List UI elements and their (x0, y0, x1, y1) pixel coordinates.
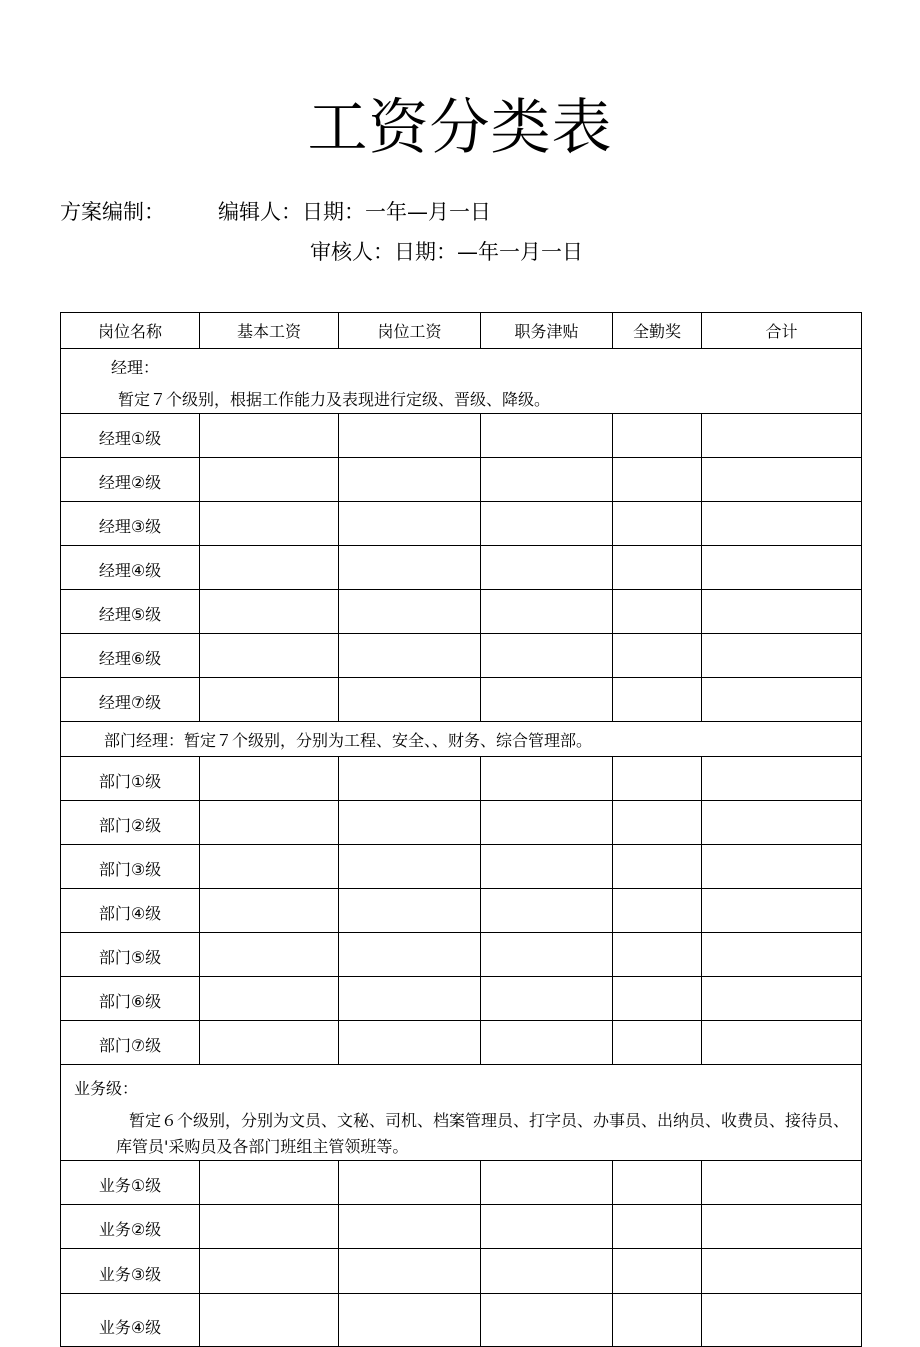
position-salary-cell[interactable] (339, 590, 481, 634)
attendance-bonus-cell[interactable] (613, 1021, 702, 1065)
base-salary-cell[interactable] (200, 757, 339, 801)
attendance-bonus-cell[interactable] (613, 933, 702, 977)
total-cell[interactable] (702, 502, 862, 546)
meta-line-1 (60, 196, 491, 228)
grade-label: 经理⑥级 (61, 634, 200, 678)
duty-allowance-cell[interactable] (481, 1249, 613, 1294)
plan-author-label: 方案编制： (60, 200, 165, 224)
position-salary-cell[interactable] (339, 845, 481, 889)
total-cell[interactable] (702, 1294, 862, 1347)
section-description: 暂定７个级别，根据工作能力及表现进行定级、晋级、降级。 (118, 390, 551, 409)
base-salary-cell[interactable] (200, 845, 339, 889)
base-salary-cell[interactable] (200, 977, 339, 1021)
header-position-salary: 岗位工资 (339, 313, 481, 349)
table-row (61, 458, 862, 502)
base-salary-cell[interactable] (200, 1021, 339, 1065)
table-row (61, 1205, 862, 1249)
position-salary-cell[interactable] (339, 458, 481, 502)
attendance-bonus-cell[interactable] (613, 502, 702, 546)
grade-label: 部门②级 (61, 801, 200, 845)
duty-allowance-cell[interactable] (481, 1205, 613, 1249)
grade-label: 业务③级 (61, 1249, 200, 1294)
position-salary-cell[interactable] (339, 1294, 481, 1347)
attendance-bonus-cell[interactable] (613, 845, 702, 889)
base-salary-cell[interactable] (200, 678, 339, 722)
header-total: 合计 (702, 313, 862, 349)
attendance-bonus-cell[interactable] (613, 414, 702, 458)
attendance-bonus-cell[interactable] (613, 977, 702, 1021)
grade-label: 经理④级 (61, 546, 200, 590)
total-cell[interactable] (702, 590, 862, 634)
total-cell[interactable] (702, 845, 862, 889)
section-heading: 业务级： (74, 1078, 139, 1098)
duty-allowance-cell[interactable] (481, 634, 613, 678)
table-row (61, 546, 862, 590)
header-position-name: 岗位名称 (61, 313, 200, 349)
base-salary-cell[interactable] (200, 590, 339, 634)
reviewer-date-label: 审核人：日期：—年一月一日 (310, 240, 583, 264)
attendance-bonus-cell[interactable] (613, 1205, 702, 1249)
position-salary-cell[interactable] (339, 933, 481, 977)
duty-allowance-cell[interactable] (481, 502, 613, 546)
duty-allowance-cell[interactable] (481, 977, 613, 1021)
base-salary-cell[interactable] (200, 1294, 339, 1347)
base-salary-cell[interactable] (200, 933, 339, 977)
total-cell[interactable] (702, 889, 862, 933)
position-salary-cell[interactable] (339, 1205, 481, 1249)
attendance-bonus-cell[interactable] (613, 801, 702, 845)
position-salary-cell[interactable] (339, 757, 481, 801)
base-salary-cell[interactable] (200, 546, 339, 590)
duty-allowance-cell[interactable] (481, 1161, 613, 1205)
section-cell (61, 1065, 862, 1161)
table-row (61, 590, 862, 634)
duty-allowance-cell[interactable] (481, 414, 613, 458)
duty-allowance-cell[interactable] (481, 933, 613, 977)
position-salary-cell[interactable] (339, 1249, 481, 1294)
base-salary-cell[interactable] (200, 414, 339, 458)
header-base-salary: 基本工资 (200, 313, 339, 349)
header-duty-allowance: 职务津贴 (481, 313, 613, 349)
duty-allowance-cell[interactable] (481, 801, 613, 845)
total-cell[interactable] (702, 1205, 862, 1249)
total-cell[interactable] (702, 757, 862, 801)
duty-allowance-cell[interactable] (481, 590, 613, 634)
position-salary-cell[interactable] (339, 634, 481, 678)
section-heading: 经理： (111, 358, 160, 377)
duty-allowance-cell[interactable] (481, 458, 613, 502)
editor-date-label: 编辑人：日期：一年—月一日 (218, 200, 491, 224)
base-salary-cell[interactable] (200, 801, 339, 845)
attendance-bonus-cell[interactable] (613, 590, 702, 634)
attendance-bonus-cell[interactable] (613, 634, 702, 678)
base-salary-cell[interactable] (200, 502, 339, 546)
grade-label: 经理①级 (61, 414, 200, 458)
position-salary-cell[interactable] (339, 502, 481, 546)
grade-label: 部门⑦级 (61, 1021, 200, 1065)
table-row (61, 1021, 862, 1065)
total-cell[interactable] (702, 801, 862, 845)
grade-label: 业务④级 (61, 1294, 200, 1347)
table-row (61, 414, 862, 458)
grade-label: 业务①级 (61, 1161, 200, 1205)
grade-label: 业务②级 (61, 1205, 200, 1249)
grade-label: 部门④级 (61, 889, 200, 933)
total-cell[interactable] (702, 546, 862, 590)
salary-table-body (61, 313, 862, 1347)
position-salary-cell[interactable] (339, 1161, 481, 1205)
position-salary-cell[interactable] (339, 889, 481, 933)
total-cell[interactable] (702, 1249, 862, 1294)
position-salary-cell[interactable] (339, 678, 481, 722)
grade-label: 经理⑦级 (61, 678, 200, 722)
position-salary-cell[interactable] (339, 977, 481, 1021)
grade-label: 经理③级 (61, 502, 200, 546)
duty-allowance-cell[interactable] (481, 1021, 613, 1065)
grade-label: 部门③级 (61, 845, 200, 889)
table-row (61, 1294, 862, 1347)
section-cell (61, 349, 862, 414)
section-description: 暂定６个级别，分别为文员、文秘、司机、档案管理员、打字员、办事员、出纳员、收费员、接待员、库管员'采购员及各部门班组主管领班等。 (116, 1110, 850, 1156)
duty-allowance-cell[interactable] (481, 889, 613, 933)
grade-label: 部门⑥级 (61, 977, 200, 1021)
section-row-manager (61, 349, 862, 414)
table-row (61, 634, 862, 678)
base-salary-cell[interactable] (200, 634, 339, 678)
attendance-bonus-cell[interactable] (613, 458, 702, 502)
base-salary-cell[interactable] (200, 1249, 339, 1294)
table-row (61, 502, 862, 546)
table-row (61, 678, 862, 722)
attendance-bonus-cell[interactable] (613, 889, 702, 933)
duty-allowance-cell[interactable] (481, 678, 613, 722)
grade-label: 部门①级 (61, 757, 200, 801)
position-salary-cell[interactable] (339, 1021, 481, 1065)
attendance-bonus-cell[interactable] (613, 757, 702, 801)
attendance-bonus-cell[interactable] (613, 1249, 702, 1294)
grade-label: 经理②级 (61, 458, 200, 502)
base-salary-cell[interactable] (200, 889, 339, 933)
position-salary-cell[interactable] (339, 801, 481, 845)
position-salary-cell[interactable] (339, 414, 481, 458)
section-heading: 部门经理：暂定７个级别，分别为工程、安全、、财务、综合管理部。 (104, 731, 593, 750)
grade-label: 部门⑤级 (61, 933, 200, 977)
base-salary-cell[interactable] (200, 1161, 339, 1205)
table-row (61, 1161, 862, 1205)
duty-allowance-cell[interactable] (481, 546, 613, 590)
section-row-department-manager (61, 722, 862, 757)
total-cell[interactable] (702, 634, 862, 678)
attendance-bonus-cell[interactable] (613, 546, 702, 590)
section-row-business (61, 1065, 862, 1161)
duty-allowance-cell[interactable] (481, 1294, 613, 1347)
table-header-row (61, 313, 862, 349)
total-cell[interactable] (702, 1021, 862, 1065)
table-row (61, 845, 862, 889)
table-row (61, 1249, 862, 1294)
base-salary-cell[interactable] (200, 1205, 339, 1249)
attendance-bonus-cell[interactable] (613, 1161, 702, 1205)
base-salary-cell[interactable] (200, 458, 339, 502)
header-attendance-bonus: 全勤奖 (613, 313, 702, 349)
page-title: 工资分类表 (307, 93, 613, 163)
total-cell[interactable] (702, 977, 862, 1021)
duty-allowance-cell[interactable] (481, 845, 613, 889)
table-row (61, 889, 862, 933)
total-cell[interactable] (702, 414, 862, 458)
attendance-bonus-cell[interactable] (613, 1294, 702, 1347)
salary-table (60, 312, 862, 1347)
total-cell[interactable] (702, 1161, 862, 1205)
table-row (61, 977, 862, 1021)
attendance-bonus-cell[interactable] (613, 678, 702, 722)
table-row (61, 933, 862, 977)
table-row (61, 801, 862, 845)
section-cell (61, 722, 862, 757)
duty-allowance-cell[interactable] (481, 757, 613, 801)
table-row (61, 757, 862, 801)
total-cell[interactable] (702, 678, 862, 722)
total-cell[interactable] (702, 458, 862, 502)
position-salary-cell[interactable] (339, 546, 481, 590)
total-cell[interactable] (702, 933, 862, 977)
grade-label: 经理⑤级 (61, 590, 200, 634)
